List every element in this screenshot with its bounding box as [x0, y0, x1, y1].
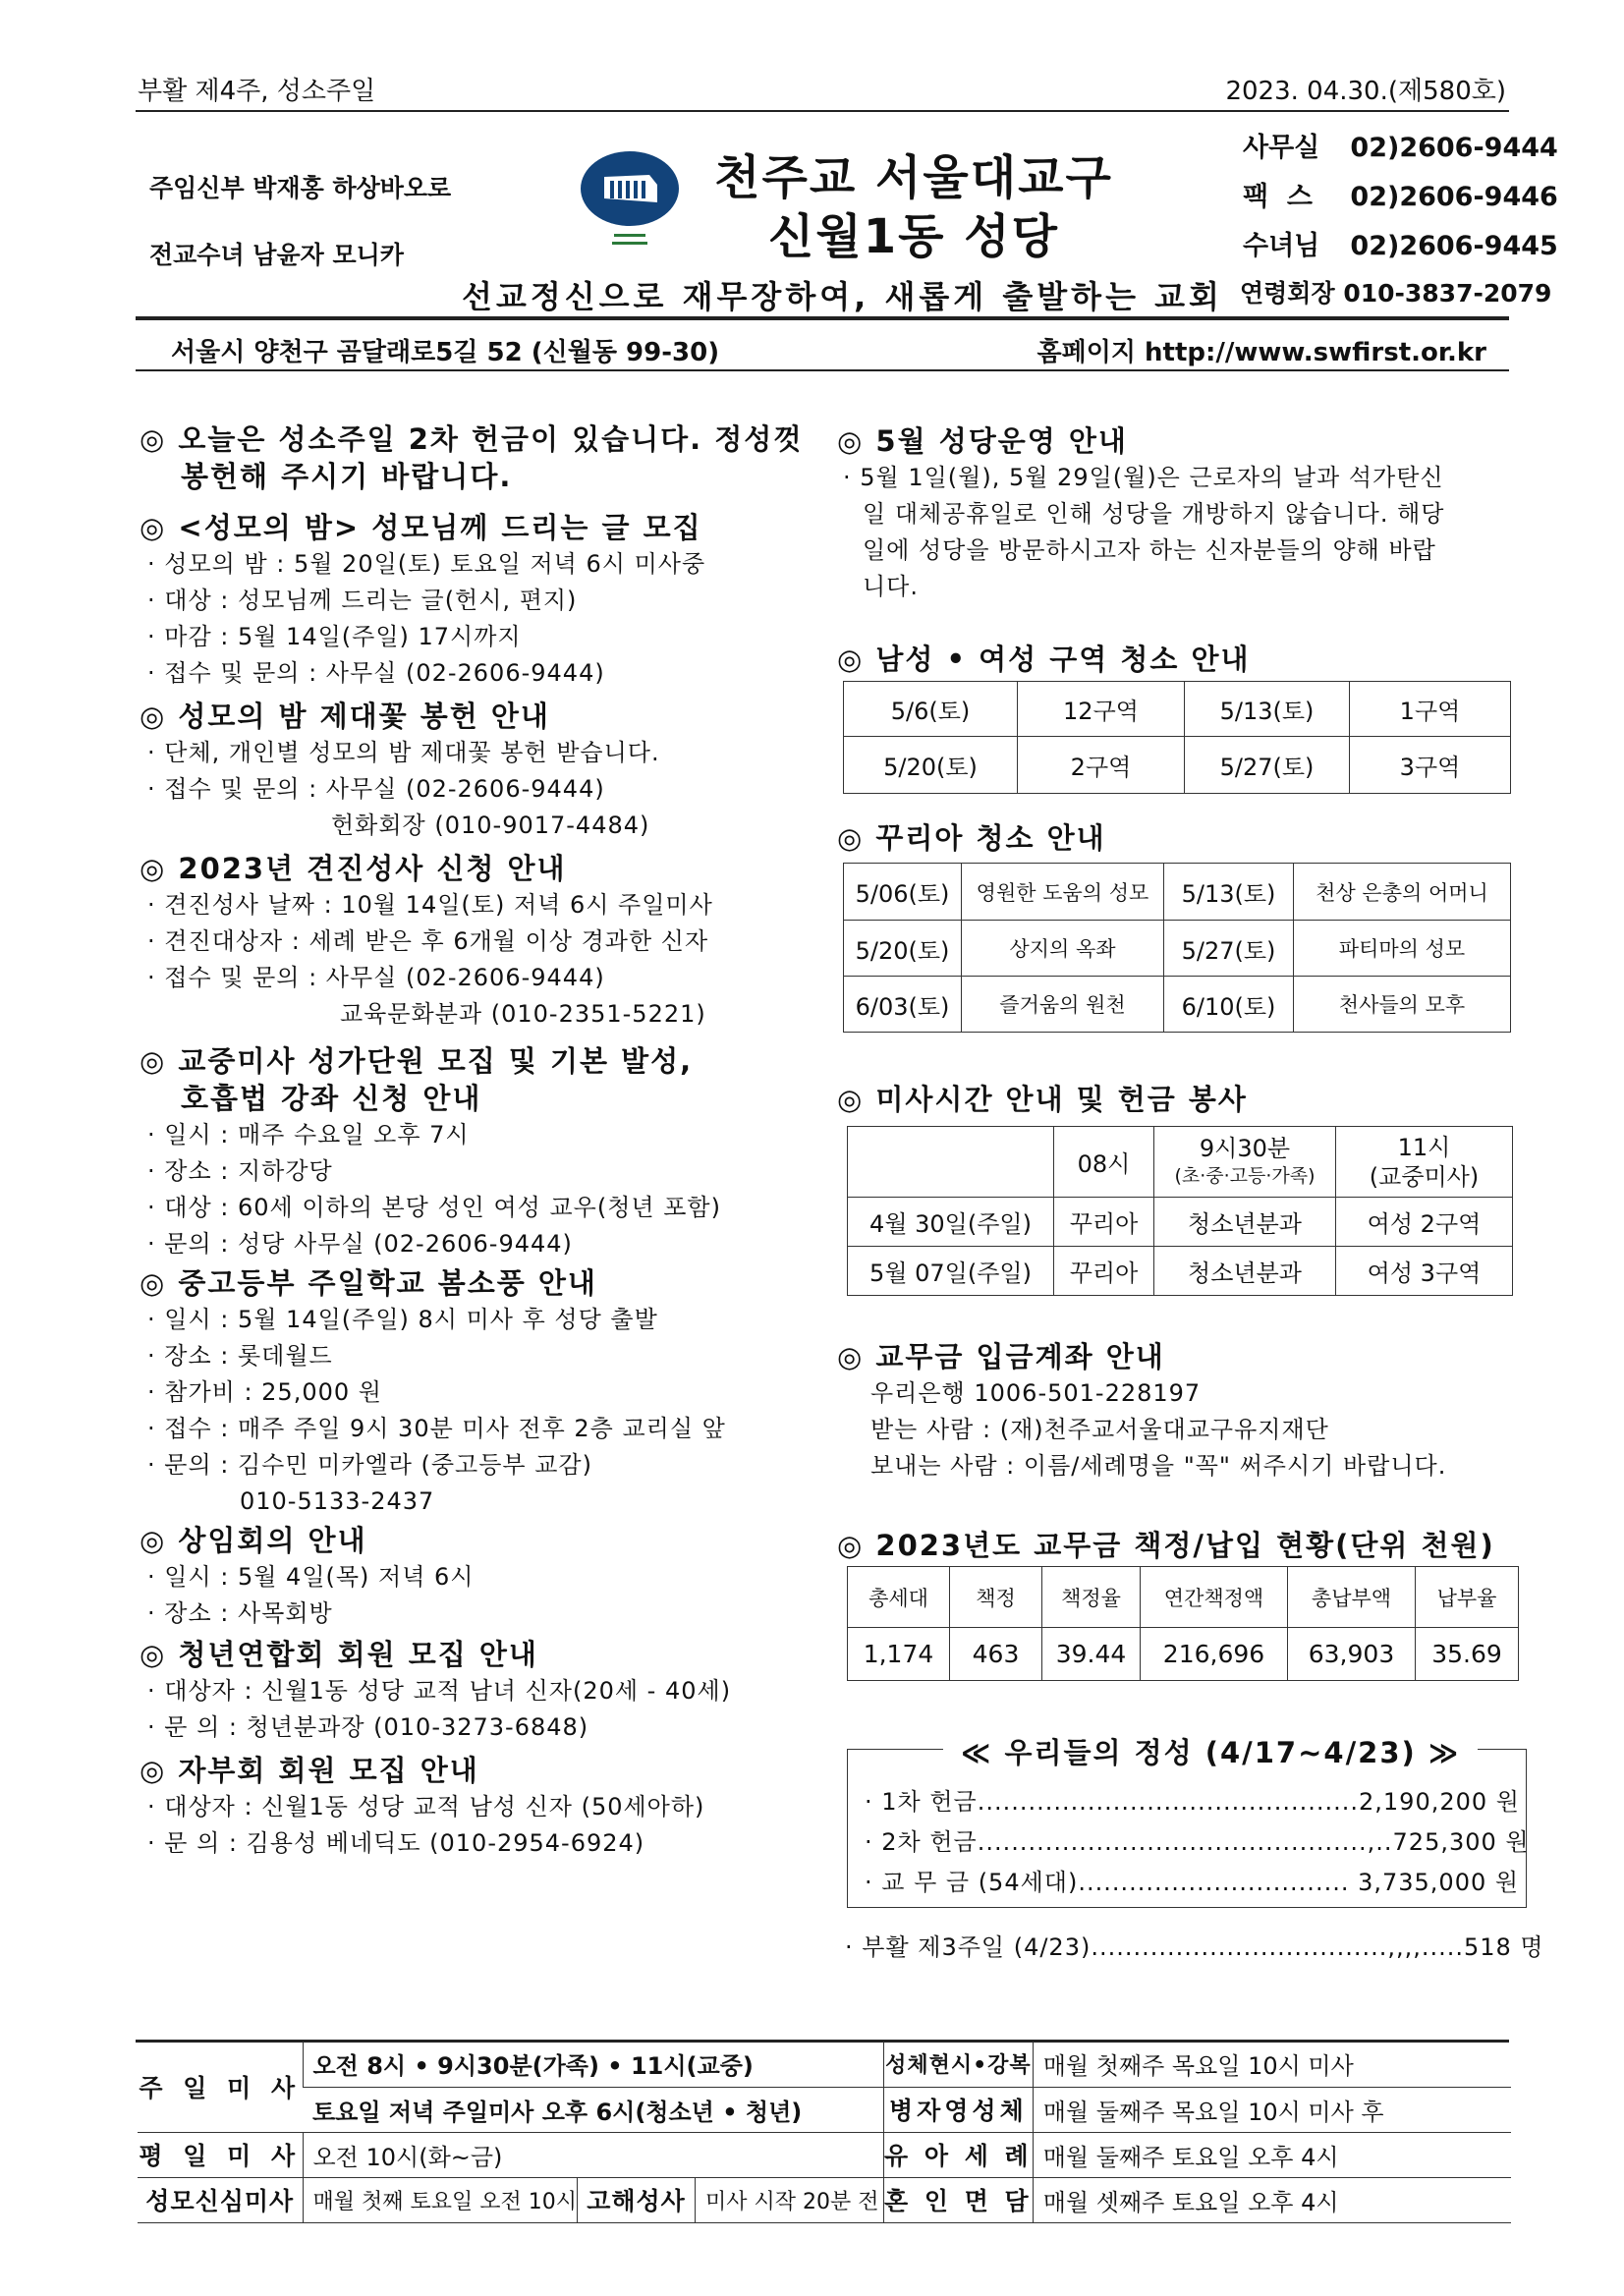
- parish-title-line1: 천주교 서울대교구: [714, 150, 1113, 205]
- left-column: [140, 420, 808, 1862]
- table-cell: 63,903: [1288, 1628, 1416, 1681]
- sunday-mass-label: 주 일 미 사: [138, 2042, 303, 2132]
- list-item: · 참가비 : 25,000 원: [147, 1378, 382, 1406]
- table-cell: 5/27(토): [1164, 921, 1294, 977]
- cleaning-title: ◎ 남성 • 여성 구역 청소 안내: [837, 643, 1251, 676]
- table-header: 총세대: [848, 1567, 950, 1628]
- list-item: 일 대체공휴일로 인해 성당을 개방하지 않습니다. 해당: [863, 500, 1445, 528]
- table-cell: 청소년분과: [1154, 1198, 1336, 1247]
- table-header: 연간책정액: [1141, 1567, 1288, 1628]
- offering-line: · 1차 헌금.............................................2,190,200 원: [865, 1788, 1520, 1816]
- table-cell: 5월 07일(주일): [848, 1247, 1054, 1296]
- table-cell: 파티마의 성모: [1294, 921, 1511, 977]
- top-divider: [136, 110, 1509, 112]
- sick-communion-label: 병자영성체: [884, 2087, 1034, 2132]
- list-item: · 문 의 : 김용성 베네딕도 (010-2954-6924): [147, 1829, 645, 1857]
- account-section: [837, 1338, 1525, 1484]
- right-column-top: [837, 422, 1525, 605]
- mass-offering-table: [847, 1126, 1513, 1296]
- table-cell: 4월 30일(주일): [848, 1198, 1054, 1247]
- notice-mens-club-title: ◎ 자부회 회원 모집 안내: [140, 1754, 479, 1787]
- table-cell-line: (교중미사): [1369, 1162, 1480, 1191]
- table-cell: 상지의 옥좌: [962, 921, 1164, 977]
- notice-council-title: ◎ 상임회의 안내: [140, 1524, 367, 1557]
- table-cell: 꾸리아: [1054, 1198, 1154, 1247]
- table-cell: 463: [950, 1628, 1042, 1681]
- list-item: · 문 의 : 청년분과장 (010-3273-6848): [147, 1713, 589, 1741]
- table-cell: 5/20(토): [844, 921, 962, 977]
- list-item: · 접수 : 매주 주일 9시 30분 미사 전후 2층 교리실 앞: [147, 1415, 726, 1442]
- notice-confirmation-title: ◎ 2023년 견진성사 신청 안내: [140, 852, 567, 885]
- table-cell: 5/06(토): [844, 864, 962, 921]
- table-cell-line: (초·중·고등·가족): [1174, 1164, 1316, 1187]
- table-cell: 천사들의 모후: [1294, 977, 1511, 1033]
- table-cell: 여성 2구역: [1336, 1198, 1513, 1247]
- table-cell: 12구역: [1018, 682, 1185, 737]
- list-item: · 견진성사 날짜 : 10월 14일(토) 저녁 6시 주일미사: [147, 891, 713, 919]
- infant-baptism-label: 유 아 세 례: [884, 2132, 1034, 2177]
- list-item: · 성모의 밤 : 5월 20일(토) 토요일 저녁 6시 미사중: [147, 550, 706, 578]
- weekday-mass-label: 평 일 미 사: [138, 2132, 303, 2177]
- contact-nun: [1243, 224, 1558, 262]
- table-cell: 여성 3구역: [1336, 1247, 1513, 1296]
- pastor-name: 주임신부 박재홍 하상바오로: [149, 174, 452, 202]
- table-cell: 5/13(토): [1185, 682, 1350, 737]
- mass-schedule-title: ◎ 미사시간 안내 및 헌금 봉사: [837, 1083, 1248, 1116]
- notice-mary-letter-title: ◎ <성모의 밤> 성모님께 드리는 글 모집: [140, 511, 702, 544]
- adoration-label: 성체현시•강복: [884, 2042, 1034, 2087]
- table-cell-line: 9시30분: [1199, 1134, 1291, 1162]
- list-item: · 대상 : 성모님께 드리는 글(헌시, 편지): [147, 587, 578, 614]
- list-item: · 문의 : 김수민 미카엘라 (중고등부 교감): [147, 1451, 592, 1479]
- table-cell: [1336, 1127, 1513, 1198]
- table-cell: 35.69: [1416, 1628, 1519, 1681]
- offering-line: · 2차 헌금..............................................,..725,300 원: [865, 1828, 1530, 1856]
- table-cell: 3구역: [1350, 737, 1511, 794]
- list-item: · 마감 : 5월 14일(주일) 17시까지: [147, 623, 522, 650]
- list-item: · 일시 : 5월 4일(목) 저녁 6시: [147, 1563, 475, 1591]
- list-item: · 접수 및 문의 : 사무실 (02-2606-9444): [147, 775, 605, 803]
- parish-address: 서울시 양천구 곰달래로5길 52 (신월동 99-30): [171, 338, 720, 367]
- marriage-interview-label: 혼 인 면 담: [884, 2177, 1034, 2222]
- table-cell: 39.44: [1042, 1628, 1141, 1681]
- table-cell: 5/27(토): [1185, 737, 1350, 794]
- attendance-line: · 부활 제3주일 (4/23)...................................,,,,.....518 명: [845, 1933, 1544, 1961]
- notice-may-title: ◎ 5월 성당운영 안내: [837, 424, 1128, 458]
- list-item: · 접수 및 문의 : 사무실 (02-2606-9444): [147, 964, 605, 991]
- list-item: 우리은행 1006-501-228197: [870, 1379, 1202, 1407]
- account-title: ◎ 교무금 입금계좌 안내: [837, 1340, 1165, 1373]
- marian-mass-label: 성모신심미사: [138, 2177, 303, 2222]
- cleaning-table: [843, 681, 1511, 794]
- infant-baptism-time: 매월 둘째주 토요일 오후 4시: [1033, 2132, 1511, 2177]
- list-item: · 일시 : 매주 수요일 오후 7시: [147, 1121, 470, 1148]
- notice-picnic-title: ◎ 중고등부 주일학교 봄소풍 안내: [140, 1266, 597, 1300]
- list-item: 보내는 사람 : 이름/세례명을 "꼭" 써주시기 바랍니다.: [870, 1452, 1447, 1480]
- contact-fax-label: 팩 스: [1243, 182, 1313, 212]
- list-item: · 장소 : 롯데월드: [147, 1342, 333, 1370]
- table-cell: 즐거움의 원천: [962, 977, 1164, 1033]
- table-cell: 천상 은총의 어머니: [1294, 864, 1511, 921]
- table-cell: 216,696: [1141, 1628, 1288, 1681]
- list-item: · 5월 1일(월), 5월 29일(월)은 근로자의 날과 석가탄신: [843, 464, 1444, 491]
- dues-status-title: ◎ 2023년도 교무금 책정/납입 현황(단위 천원): [837, 1529, 1495, 1562]
- issue-date: 2023. 04.30.(제580호): [1225, 77, 1506, 106]
- list-item: · 접수 및 문의 : 사무실 (02-2606-9444): [147, 659, 605, 687]
- parish-homepage: 홈페이지 http://www.swfirst.or.kr: [1036, 338, 1486, 367]
- masthead-divider: [136, 316, 1509, 320]
- list-item: 니다.: [863, 573, 919, 600]
- list-item: · 일시 : 5월 14일(주일) 8시 미사 후 성당 출발: [147, 1306, 658, 1333]
- table-cell: [1154, 1127, 1336, 1198]
- offering-list: [857, 1782, 1530, 1903]
- table-cell: 2구역: [1018, 737, 1185, 794]
- table-cell: 영원한 도움의 성모: [962, 864, 1164, 921]
- list-item: 헌화회장 (010-9017-4484): [331, 812, 650, 839]
- saturday-mass-times: 토요일 저녁 주일미사 오후 6시(청소년 • 청년): [303, 2087, 884, 2132]
- list-item: · 견진대상자 : 세례 받은 후 6개월 이상 경과한 신자: [147, 927, 709, 955]
- notice-choir-title: ◎ 교중미사 성가단원 모집 및 기본 발성,: [140, 1044, 694, 1078]
- sunday-mass-times: 오전 8시 • 9시30분(가족) • 11시(교중): [303, 2042, 884, 2087]
- adoration-time: 매월 첫째주 목요일 10시 미사: [1033, 2042, 1511, 2087]
- confession-time: 미사 시작 20분 전: [696, 2177, 884, 2222]
- notice-choir-title-cont: 호흡법 강좌 신청 안내: [181, 1082, 482, 1115]
- table-cell: 5/20(토): [844, 737, 1018, 794]
- notice-vocation-title-cont: 봉헌해 주시기 바랍니다.: [181, 460, 513, 493]
- list-item: 교육문화분과 (010-2351-5221): [340, 1000, 706, 1028]
- table-cell: 1,174: [848, 1628, 950, 1681]
- table-cell: 6/03(토): [844, 977, 962, 1033]
- sick-communion-time: 매월 둘째주 목요일 10시 미사 후: [1033, 2087, 1511, 2132]
- parish-logo: [575, 147, 685, 257]
- marriage-interview-time: 매월 셋째주 토요일 오후 4시: [1033, 2177, 1511, 2222]
- weekday-mass-times: 오전 10시(화~금): [303, 2132, 884, 2177]
- table-cell: 꾸리아: [1054, 1247, 1154, 1296]
- table-cell: 6/10(토): [1164, 977, 1294, 1033]
- table-header: 책정: [950, 1567, 1042, 1628]
- list-item: · 장소 : 지하강당: [147, 1157, 333, 1185]
- table-cell: 1구역: [1350, 682, 1511, 737]
- notice-youth-title: ◎ 청년연합회 회원 모집 안내: [140, 1638, 538, 1671]
- contact-fax: [1243, 175, 1558, 213]
- list-item: 일에 성당을 방문하시고자 하는 신자분들의 양해 바랍: [863, 536, 1436, 564]
- contact-funeral: [1240, 274, 1551, 309]
- parish-title-line2: 신월1동 성당: [768, 209, 1059, 264]
- confession-label: 고해성사: [578, 2177, 696, 2222]
- contact-nun-value: 02)2606-9445: [1350, 231, 1558, 261]
- list-item: 010-5133-2437: [240, 1487, 435, 1515]
- list-item: · 단체, 개인별 성모의 밤 제대꽃 봉헌 받습니다.: [147, 739, 660, 766]
- table-cell: 청소년분과: [1154, 1247, 1336, 1296]
- list-item: · 문의 : 성당 사무실 (02-2606-9444): [147, 1230, 573, 1258]
- notice-altar-flower-title: ◎ 성모의 밤 제대꽃 봉헌 안내: [140, 700, 550, 733]
- contact-funeral-value: 010-3837-2079: [1343, 279, 1552, 308]
- curia-table: [843, 863, 1511, 1033]
- list-item: 받는 사람 : (재)천주교서울대교구유지재단: [870, 1416, 1329, 1443]
- table-cell: 08시: [1054, 1127, 1154, 1198]
- dues-status-table: [847, 1566, 1519, 1681]
- contact-nun-label: 수녀님: [1243, 231, 1320, 261]
- table-header: 총납부액: [1288, 1567, 1416, 1628]
- nun-name: 전교수녀 남윤자 모니카: [149, 241, 404, 269]
- issue-week: 부활 제4주, 성소주일: [138, 77, 376, 106]
- table-cell: 5/13(토): [1164, 864, 1294, 921]
- address-divider: [136, 369, 1509, 371]
- notice-vocation-title: ◎ 오늘은 성소주일 2차 헌금이 있습니다. 정성껏: [140, 422, 804, 456]
- table-header: 납부율: [1416, 1567, 1519, 1628]
- list-item: · 대상자 : 신월1동 성당 교적 남녀 신자(20세 - 40세): [147, 1677, 732, 1705]
- contact-fax-value: 02)2606-9446: [1350, 182, 1558, 212]
- list-item: · 대상자 : 신월1동 성당 교적 남성 신자 (50세아하): [147, 1793, 705, 1820]
- table-cell: [848, 1127, 1054, 1198]
- list-item: · 장소 : 사목회방: [147, 1599, 333, 1627]
- table-header: 책정율: [1042, 1567, 1141, 1628]
- parish-slogan: 선교정신으로 재무장하여, 새롭게 출발하는 교회: [462, 278, 1223, 315]
- contact-office-value: 02)2606-9444: [1350, 133, 1558, 163]
- curia-title: ◎ 꾸리아 청소 안내: [837, 821, 1106, 855]
- marian-mass-time: 매월 첫째 토요일 오전 10시: [303, 2177, 578, 2222]
- mass-schedule-table: [138, 2042, 1511, 2223]
- table-cell-line: 11시: [1397, 1133, 1451, 1161]
- contact-office: [1243, 126, 1558, 164]
- offering-line: · 교 무 금 (54세대)................................ 3,735,000 원: [865, 1869, 1520, 1896]
- contact-office-label: 사무실: [1243, 133, 1320, 163]
- offering-title: ≪ 우리들의 정성 (4/17~4/23) ≫: [943, 1731, 1478, 1771]
- table-cell: 5/6(토): [844, 682, 1018, 737]
- contact-funeral-label: 연령회장: [1240, 279, 1335, 308]
- list-item: · 대상 : 60세 이하의 본당 성인 여성 교우(청년 포함): [147, 1194, 721, 1221]
